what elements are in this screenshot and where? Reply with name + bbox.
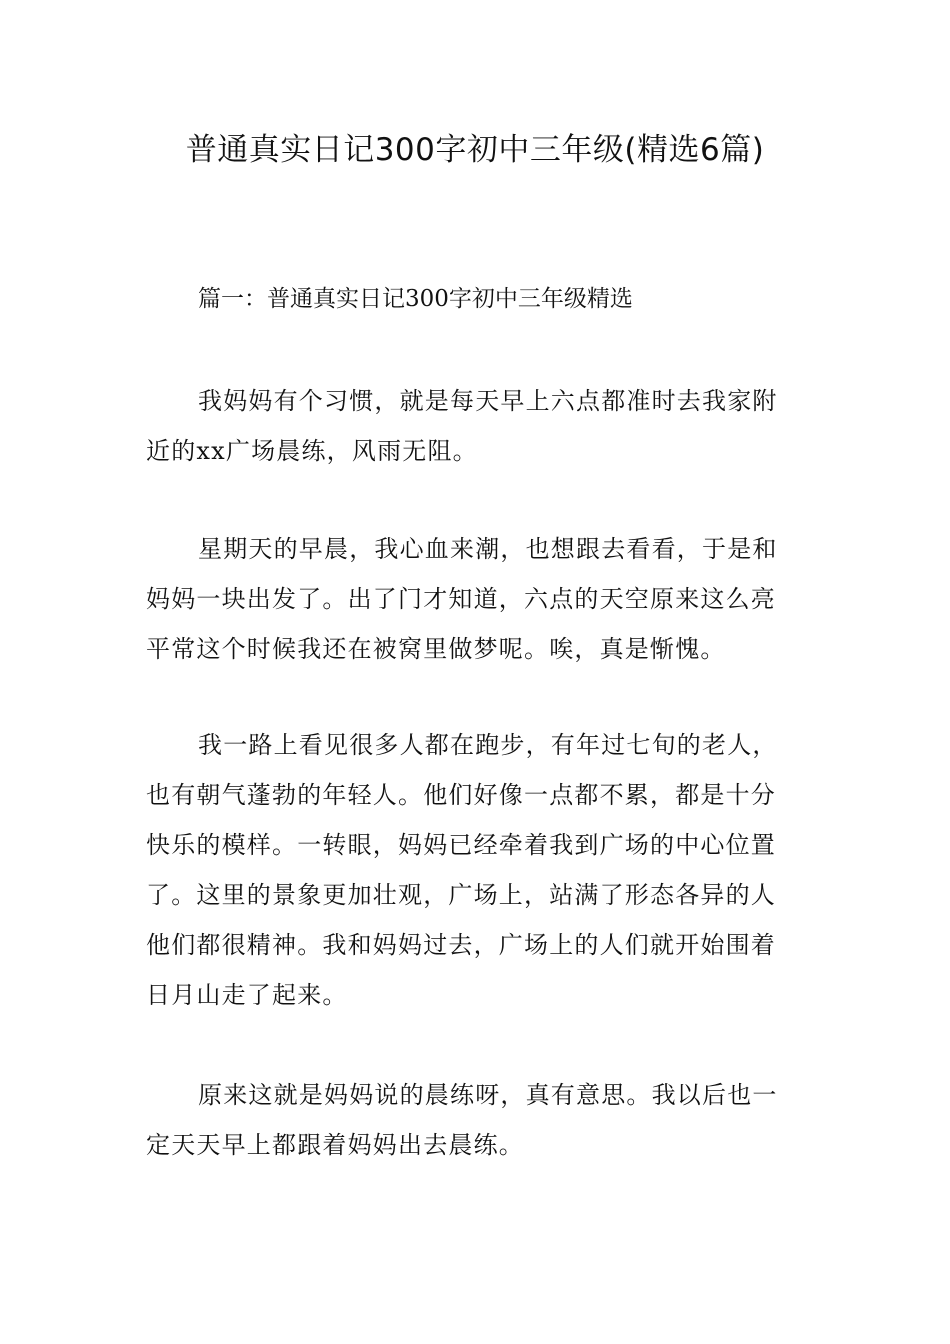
paragraph-line: 定天天早上都跟着妈妈出去晨练。 xyxy=(146,1131,524,1159)
paragraph-line: 也有朝气蓬勃的年轻人。他们好像一点都不累，都是十分 xyxy=(146,781,776,809)
paragraph-line: 近的xx广场晨练，风雨无阻。 xyxy=(146,437,478,465)
paragraph-line: 快乐的模样。一转眼，妈妈已经牵着我到广场的中心位置 xyxy=(146,831,776,859)
paragraph-line: 平常这个时候我还在被窝里做梦呢。唉，真是惭愧。 xyxy=(146,635,726,663)
paragraph-line: 了。这里的景象更加壮观，广场上，站满了形态各异的人 xyxy=(146,881,776,909)
paragraph-3 xyxy=(146,720,806,1020)
paragraph-line: 我妈妈有个习惯，就是每天早上六点都准时去我家附 xyxy=(198,387,778,415)
paragraph-line: 原来这就是妈妈说的晨练呀，真有意思。我以后也一 xyxy=(198,1081,778,1109)
paragraph-line: 他们都很精神。我和妈妈过去，广场上的人们就开始围着 xyxy=(146,931,776,959)
paragraph-line: 我一路上看见很多人都在跑步，有年过七旬的老人， xyxy=(198,731,778,759)
paragraph-line: 妈妈一块出发了。出了门才知道，六点的天空原来这么亮 xyxy=(146,585,776,613)
section-heading: 篇一：普通真实日记300字初中三年级精选 xyxy=(198,286,633,312)
paragraph-line: 日月山走了起来。 xyxy=(146,981,348,1009)
paragraph-1 xyxy=(146,376,806,476)
paragraph-2 xyxy=(146,524,806,674)
document-title: 普通真实日记300字初中三年级(精选6篇) xyxy=(185,132,765,168)
paragraph-4 xyxy=(146,1070,806,1170)
paragraph-line: 星期天的早晨，我心血来潮，也想跟去看看，于是和 xyxy=(198,535,778,563)
